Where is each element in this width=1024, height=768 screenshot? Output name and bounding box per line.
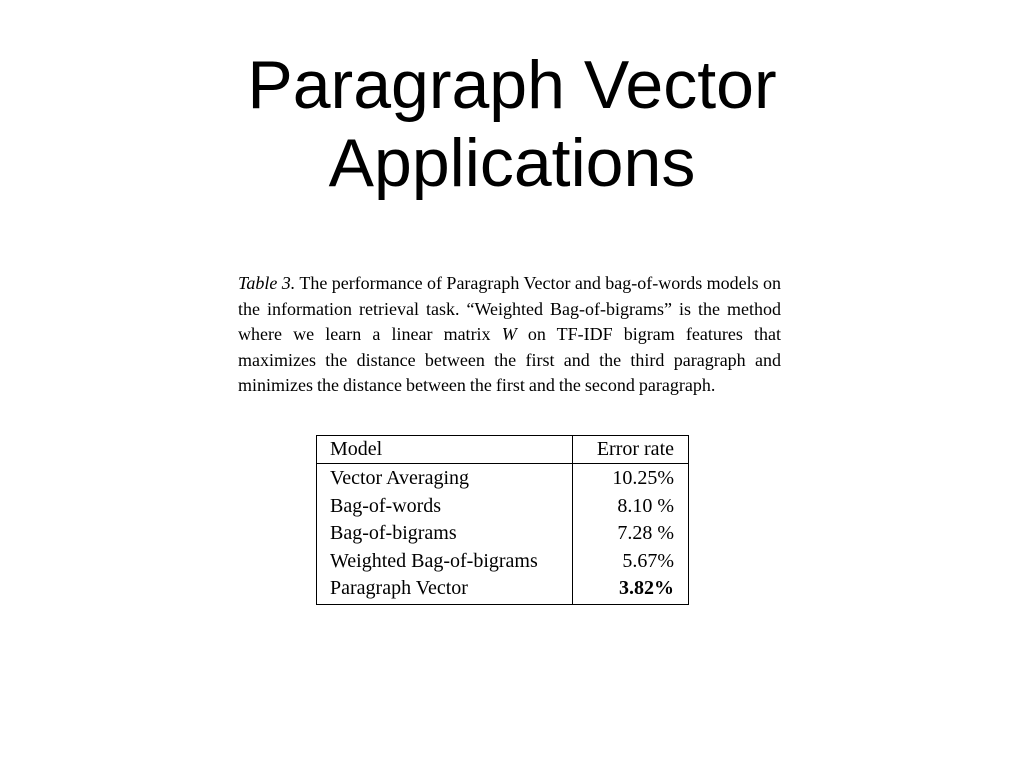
slide-title-line-2: Applications (328, 125, 696, 201)
table-caption-label: Table 3. (238, 273, 296, 293)
results-table (316, 435, 689, 605)
table-row (317, 575, 689, 604)
column-header-error-rate: Error rate (573, 436, 689, 464)
error-rate-cell: 8.10 % (617, 494, 674, 517)
model-cell: Bag-of-bigrams (317, 520, 573, 548)
matrix-symbol: W (501, 324, 517, 344)
model-cell: Weighted Bag-of-bigrams (317, 548, 573, 576)
error-rate-cell: 7.28 % (617, 522, 674, 544)
best-error-rate-cell: 3.82% (619, 577, 674, 599)
column-header-model: Model (317, 436, 573, 464)
table-caption (238, 271, 781, 399)
table-row (317, 548, 689, 576)
results-table-body (317, 464, 689, 605)
slide-title (0, 46, 1024, 202)
table-caption-text-2: on TF-IDF bigram features that maximizes the distance between the first and the third paragraph and minimizes the distance between the first and the second paragraph. (238, 324, 781, 395)
error-rate-cell: 10.25% (612, 467, 674, 489)
table-caption-text-1: The performance of Paragraph Vector and bag-of-words models on the information retrieval task. “Weighted Bag-of-bigrams” is the method where we learn a linear matrix (238, 273, 781, 344)
model-cell: Paragraph Vector (317, 575, 573, 604)
paper-excerpt (238, 271, 781, 599)
model-cell: Vector Averaging (317, 464, 573, 493)
slide-title-line-1: Paragraph Vector (247, 47, 777, 123)
error-rate-cell: 5.67% (622, 549, 674, 572)
table-header-row (317, 436, 689, 464)
table-row (317, 464, 689, 493)
table-row (317, 520, 689, 548)
results-table-header (317, 436, 689, 464)
table-row (317, 493, 689, 521)
model-cell: Bag-of-words (317, 493, 573, 521)
